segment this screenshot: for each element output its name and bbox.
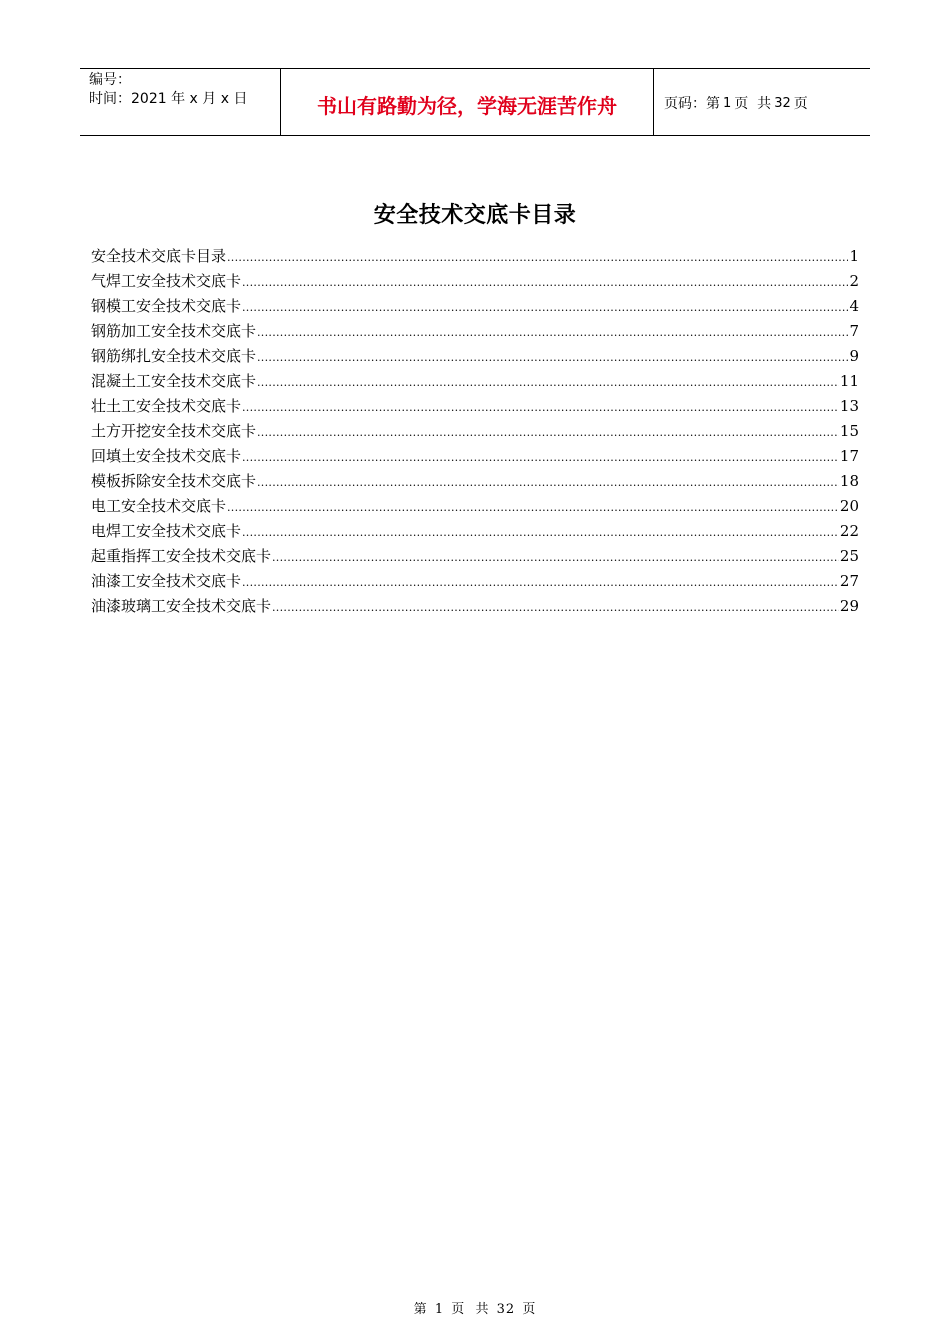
toc-entry-label: 土方开挖安全技术交底卡 [91,422,257,440]
toc-entry-label: 电焊工安全技术交底卡 [91,522,242,540]
toc-leader-dots [257,320,848,345]
footer-prefix: 第 [413,1302,428,1317]
toc-entry[interactable] [91,294,859,319]
toc-leader-dots [257,470,839,495]
toc-entry-page: 15 [839,422,859,440]
toc-entry-label: 模板拆除安全技术交底卡 [91,472,257,490]
number-label: 编号： [89,72,131,88]
toc-leader-dots [242,570,839,595]
toc-entry[interactable] [91,269,859,294]
toc-entry-page: 27 [839,572,859,590]
toc-entry-page: 25 [839,547,859,565]
toc-leader-dots [272,595,839,620]
toc-entry-label: 混凝土工安全技术交底卡 [91,372,257,390]
toc-entry[interactable] [91,369,859,394]
toc-entry-label: 油漆玻璃工安全技术交底卡 [91,597,272,615]
toc-entry[interactable] [91,469,859,494]
toc-leader-dots [272,545,839,570]
motto: 书山有路勤为径，学海无涯苦作舟 [281,69,654,135]
toc-entry-page: 1 [849,247,859,265]
toc-leader-dots [227,245,848,270]
toc-entry-page: 18 [839,472,859,490]
toc-entry-label: 气焊工安全技术交底卡 [91,272,242,290]
toc-entry[interactable] [91,569,859,594]
toc-entry-page: 20 [839,497,859,515]
toc-leader-dots [257,345,848,370]
toc-entry-page: 11 [839,372,859,390]
toc-entry[interactable] [91,444,859,469]
toc-entry[interactable] [91,544,859,569]
time-label: 时间： [89,91,131,107]
table-of-contents [91,244,859,619]
page-footer [0,1298,950,1317]
toc-entry-page: 22 [839,522,859,540]
toc-entry-page: 17 [839,447,859,465]
page-suffix: 页 [793,96,808,112]
toc-entry-label: 钢模工安全技术交底卡 [91,297,242,315]
toc-entry-page: 29 [839,597,859,615]
page-mid: 页 共 [734,96,772,112]
footer-current: 1 [434,1302,445,1317]
toc-leader-dots [227,495,839,520]
toc-entry-label: 回填土安全技术交底卡 [91,447,242,465]
toc-entry-label: 油漆工安全技术交底卡 [91,572,242,590]
footer-suffix: 页 [522,1302,537,1317]
page-label: 页码：第 [664,96,720,112]
header-table [80,68,870,136]
toc-leader-dots [242,520,839,545]
toc-entry-page: 2 [849,272,859,290]
document-title: 安全技术交底卡目录 [373,203,577,228]
toc-leader-dots [242,445,839,470]
page-total: 32 [774,95,791,111]
toc-entry[interactable] [91,594,859,619]
toc-leader-dots [242,270,848,295]
footer-mid: 页 共 [451,1302,490,1317]
toc-entry-label: 电工安全技术交底卡 [91,497,227,515]
toc-entry[interactable] [91,394,859,419]
toc-entry[interactable] [91,419,859,444]
toc-entry[interactable] [91,244,859,269]
toc-entry-page: 13 [839,397,859,415]
toc-leader-dots [257,370,839,395]
time-line [89,90,280,109]
toc-entry-page: 7 [849,322,859,340]
toc-entry-page: 9 [849,347,859,365]
time-value: 2021 年 x 月 x 日 [131,91,248,107]
toc-leader-dots [242,395,839,420]
toc-leader-dots [257,420,839,445]
toc-entry-label: 钢筋加工安全技术交底卡 [91,322,257,340]
footer-total: 32 [496,1302,516,1317]
toc-entry-label: 起重指挥工安全技术交底卡 [91,547,272,565]
toc-leader-dots [242,295,848,320]
toc-entry-label: 钢筋绑扎安全技术交底卡 [91,347,257,365]
toc-entry[interactable] [91,519,859,544]
toc-entry-label: 壮土工安全技术交底卡 [91,397,242,415]
toc-entry[interactable] [91,344,859,369]
header-meta-cell [80,69,281,135]
page-current: 1 [723,95,732,111]
toc-entry[interactable] [91,319,859,344]
header-page-cell [654,69,870,135]
toc-entry[interactable] [91,494,859,519]
toc-entry-label: 安全技术交底卡目录 [91,247,227,265]
toc-entry-page: 4 [849,297,859,315]
